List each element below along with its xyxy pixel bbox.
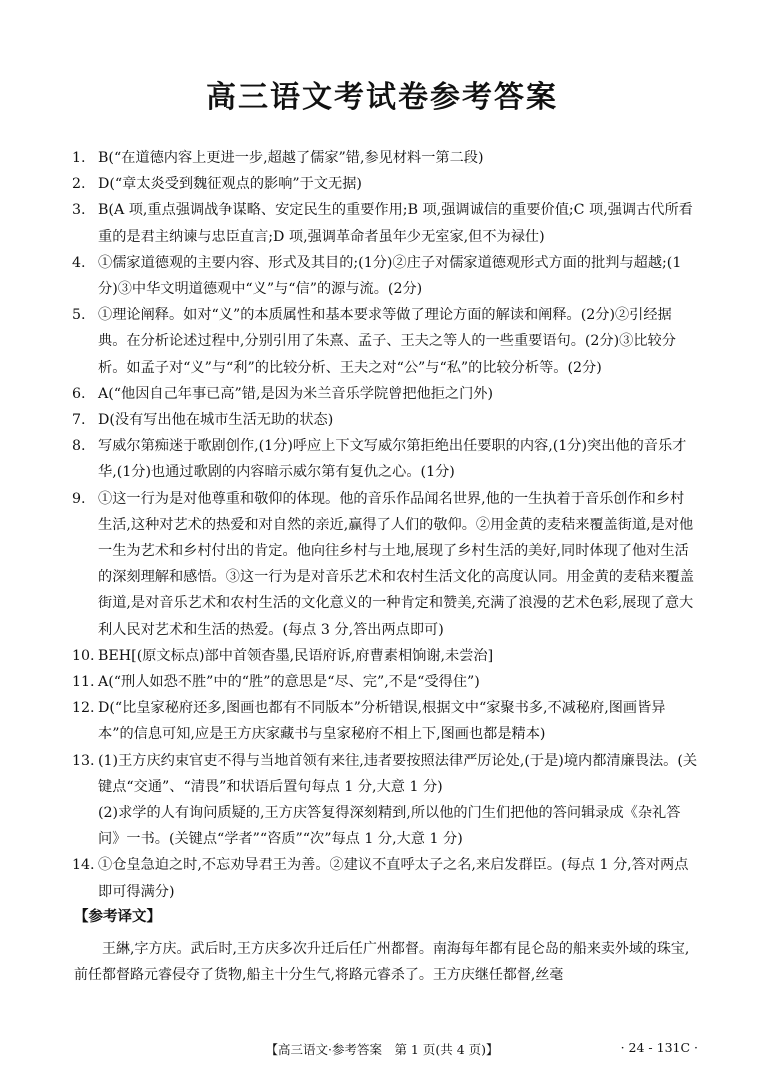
answer-item (72, 171, 698, 197)
answer-number: 7. (72, 412, 86, 429)
answer-number: 1. (72, 150, 86, 166)
answer-text: 写威尔第痴迷于歌剧创作,(1分)呼应上下文写威尔第拒绝出任要职的内容,(1分)突出他的音乐才华,(1分)也通过歌剧的内容暗示威尔第有复仇之心。(1分) (98, 438, 687, 481)
answer-item (72, 381, 698, 407)
answer-number: 4. (72, 254, 86, 271)
reference-heading: 【参考译文】 (74, 909, 161, 925)
answer-list (72, 145, 698, 905)
answer-text: A(“他因自己年事已高”错,是因为米兰音乐学院曾把他拒之门外) (98, 385, 494, 402)
answer-item (72, 407, 698, 433)
answer-item (72, 433, 698, 485)
answer-number: 3. (72, 202, 86, 219)
answer-number: 12. (72, 700, 95, 717)
answer-item (72, 197, 698, 249)
answer-number: 11. (72, 674, 95, 691)
answer-text: ①儒家道德观的主要内容、形式及其目的;(1分)②庄子对儒家道德观形式方面的批判与超越;(1分)③中华文明道德观中“义”与“信”的源与流。(2分) (98, 254, 682, 298)
answer-item (72, 250, 698, 302)
answer-item (72, 748, 698, 853)
answer-number: 10. (72, 647, 95, 664)
answer-number: 9. (72, 490, 86, 507)
answer-number: 8. (72, 438, 86, 455)
answer-number: 5. (72, 307, 86, 324)
answer-text: ①理论阐释。如对“义”的本质属性和基本要求等做了理论方面的解读和阐释。(2分)②引经据典。在分析论述过程中,分别引用了朱熹、孟子、王夫之等人的一些重要语句。(2分)③比较分析。如孟子对“义”与“利”的比较分析、王夫之对“公”与“私”的比较分析等。(2分) (98, 307, 676, 376)
answer-subtext: (2)求学的人有询问质疑的,王方庆答复得深刻精到,所以他的门生们把他的答问辑录成《杂礼答问》一书。(关键点“学者”“咨质”“次”每点 1 分,大意 1 分) (98, 805, 681, 848)
footer-code: · 24 - 131C · (620, 1040, 698, 1055)
answer-text: B(A 项,重点强调战争谋略、安定民生的重要作用;B 项,强调诚信的重要价值;C 项,强调古代所看重的是君主纳谏与忠臣直言;D 项,强调革命者虽年少无室家,但不为禄仕) (98, 202, 693, 245)
answer-item (72, 145, 698, 171)
answer-text: (1)王方庆约束官吏不得与当地首领有来往,违者要按照法律严厉论处,(于是)境内都清廉畏法。(关键点“交通”、“清畏”和状语后置句每点 1 分,大意 1 分) (98, 752, 698, 795)
answer-item (72, 669, 698, 695)
answer-number: 6. (72, 385, 86, 402)
answer-text: BEH[(原文标点)部中首领杳墨,民语府诉,府曹素相饷谢,未尝治] (98, 647, 494, 664)
answer-number: 13. (72, 752, 95, 769)
answer-text: D(“比皇家秘府还多,图画也都有不同版本”分析错误,根据文中“家聚书多,不减秘府,图画皆异本”的信息可知,应是王方庆家藏书与皇家秘府不相上下,图画也都是精本) (98, 700, 666, 743)
footer-page-info: 【高三语文·参考答案 第 1 页(共 4 页)】 (265, 1042, 499, 1057)
answer-item (72, 486, 698, 643)
answer-item (72, 695, 698, 747)
answer-text: B(“在道德内容上更进一步,超越了儒家”错,参见材料一第二段) (98, 150, 484, 166)
answer-item (72, 852, 698, 904)
answer-number: 14. (72, 857, 95, 874)
answer-text: A(“刑人如恐不胜”中的“胜”的意思是“尽、完”,不是“受得住”) (98, 674, 480, 691)
page-title: 高三语文考试卷参考答案 (206, 80, 558, 115)
answer-text: D(没有写出他在城市生活无助的状态) (98, 412, 334, 429)
translation-text: 王綝,字方庆。武后时,王方庆多次升迁后任广州都督。南海每年都有昆仑岛的船来卖外域的珠宝,前任都督路元睿侵夺了货物,船主十分生气,将路元睿杀了。王方庆继任都督,丝毫 (74, 941, 690, 983)
answer-text: ①仓皇急迫之时,不忘劝导君王为善。②建议不直呼太子之名,来启发群臣。(每点 1 分,答对两点即可得满分) (98, 857, 689, 900)
answer-item (72, 302, 698, 381)
answer-number: 2. (72, 176, 86, 193)
answer-text: D(“章太炎受到魏征观点的影响”于文无据) (98, 176, 362, 193)
answer-text: ①这一行为是对他尊重和敬仰的体现。他的音乐作品闻名世界,他的一生执着于音乐创作和乡村生活,这种对艺术的热爱和对自然的亲近,赢得了人们的敬仰。②用金黄的麦秸来覆盖街道,是对他一生为艺术和乡村付出的肯定。他向往乡村与土地,展现了乡村生活的美好,同时体现了他对生活的深刻理解和感悟。③这一行为是对音乐艺术和农村生活文化的高度认同。用金黄的麦秸来覆盖街道,是对音乐艺术和农村生活的文化意义的一种肯定和赞美,充满了浪漫的艺术色彩,展现了意大利人民对艺术和生活的热爱。(每点 3 分,答出两点即可) (98, 490, 694, 638)
answer-item (72, 643, 698, 669)
